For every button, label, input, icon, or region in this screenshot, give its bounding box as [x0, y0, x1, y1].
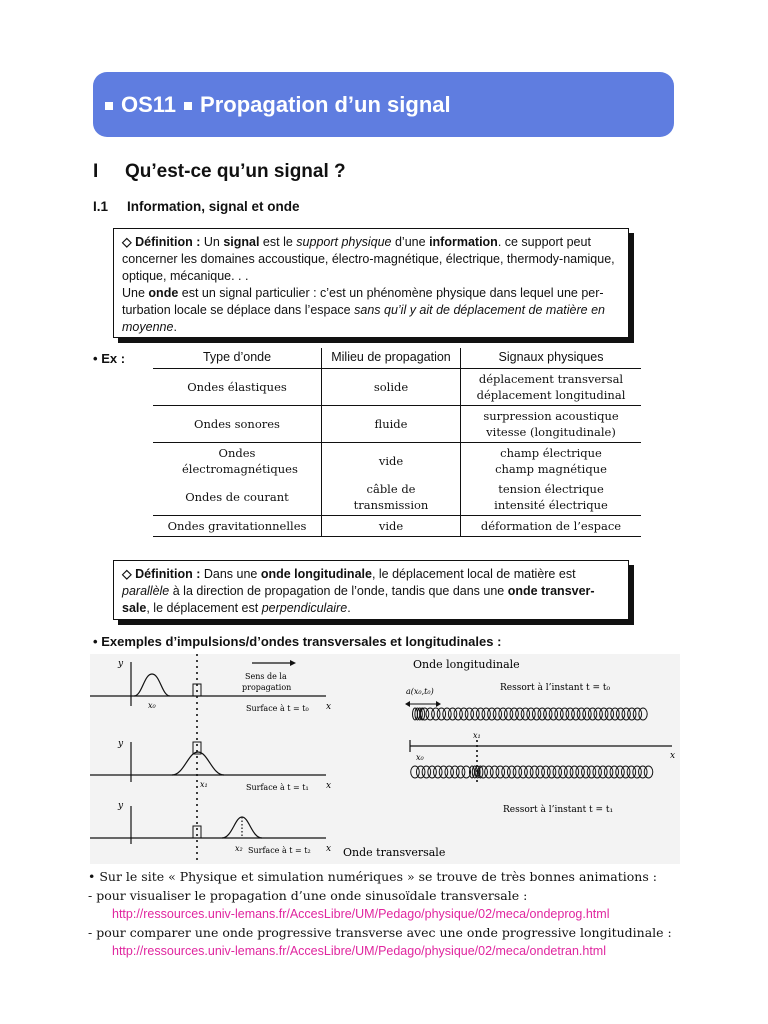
x1-label: x₁ [200, 780, 208, 789]
surface-label: Surface à t = t₀ [246, 704, 309, 713]
spring-caption: Ressort à l’instant t = t₀ [500, 683, 611, 693]
x0-label: x₀ [416, 753, 424, 762]
cell-line: intensité électrique [494, 498, 608, 512]
cell-line: Ondes électromagnétiques [182, 446, 298, 476]
y-axis-label: y [118, 801, 124, 811]
def-text: Dans une [203, 567, 258, 581]
table-row [153, 516, 641, 537]
definition-box-signal [113, 228, 629, 338]
subsection-number: I.1 [93, 199, 109, 214]
def-text: est le [262, 235, 293, 249]
def-text: à la direction de propagation de l’onde, tandis que dans une [172, 584, 505, 598]
chapter-title: Propagation d’un signal [200, 91, 451, 117]
cell-line: vitesse (longitudinale) [486, 425, 616, 439]
y-axis-label: y [118, 739, 124, 749]
table-cell: Ondes de courant [153, 479, 322, 516]
def-term-information: information [429, 235, 498, 249]
ex-label-text: Ex : [101, 351, 126, 366]
resource-link[interactable]: http://ressources.univ-lemans.fr/AccesLibre/UM/Pedago/physique/02/meca/ondetran.html [112, 944, 606, 958]
x-axis-label: x [326, 844, 332, 854]
wave-figure [90, 654, 680, 864]
title-banner [93, 72, 674, 137]
cell-line: champ magnétique [495, 462, 607, 476]
def-text: . [173, 320, 177, 334]
section-heading [93, 161, 346, 183]
transverse-title: Onde transversale [343, 846, 446, 859]
def-text: , le déplacement est [146, 601, 259, 615]
table-cell [461, 406, 642, 443]
direction-label: Sens de la [245, 672, 287, 681]
square-bullet-icon [105, 102, 113, 110]
def-term-signal: signal [223, 235, 260, 249]
table-cell: fluide [322, 406, 461, 443]
subsection-heading [93, 199, 300, 214]
cell-line: champ électrique [500, 446, 602, 460]
examples-title: Exemples d’impulsions/d’ondes transversales et longitudinales : [101, 634, 502, 649]
ex-label [93, 351, 125, 366]
def-text: Un [203, 235, 220, 249]
bullet-icon: • [93, 634, 98, 649]
x2-label: x₂ [235, 844, 243, 853]
surface-label: Surface à t = t₂ [248, 846, 311, 855]
table-cell: déformation de l’espace [461, 516, 642, 537]
def-text: . [347, 601, 351, 615]
def-italic: support physique [296, 235, 392, 249]
table-header: Signaux physiques [461, 348, 642, 369]
table-row [153, 406, 641, 443]
table-cell: solide [322, 369, 461, 406]
displacement-label: a(x₀,t₀) [406, 687, 434, 696]
table-cell: vide [322, 516, 461, 537]
table-cell: vide [322, 443, 461, 480]
y-axis-label: y [118, 659, 124, 669]
def-italic: parallèle [122, 584, 170, 598]
definition-box-longitudinal [113, 560, 629, 620]
def-text: . ce support peut concerner les domaines accoustique, électro-magnétique, électrique, thermody-namique, optique, mécanique. . . [122, 235, 615, 283]
def-text: est un signal particulier : c’est un phénomène physique dans lequel une per-turbation locale se déplace dans l’espace [122, 286, 604, 317]
cell-line: déplacement longitudinal [476, 388, 626, 402]
def-italic: perpendiculaire [261, 601, 348, 615]
bullet-icon: • [93, 351, 98, 366]
table-row [153, 369, 641, 406]
cell-line: surpression acoustique [483, 409, 619, 423]
resource-description: - pour visualiser le propagation d’une onde sinusoïdale transversale : [88, 887, 528, 903]
table-header: Type d’onde [153, 348, 322, 369]
def-italic: sans qu’il y ait de déplacement de matière en moyenne [122, 303, 605, 334]
def-term-longitudinale: onde longitudinale [260, 567, 372, 581]
x-axis-label: x [326, 781, 332, 791]
cell-line: déplacement transversal [478, 372, 624, 386]
section-number: I [93, 161, 99, 182]
table-row [153, 479, 641, 516]
def-term-onde: onde [148, 286, 179, 300]
table-cell: Ondes sonores [153, 406, 322, 443]
x0-label: x₀ [148, 701, 156, 710]
table-cell [322, 479, 461, 516]
table-cell [461, 443, 642, 480]
longitudinal-title: Onde longitudinale [413, 658, 520, 671]
resource-description: - pour comparer une onde progressive transverse avec une onde progressive longitudinale : [88, 924, 672, 940]
cell-line: tension électrique [498, 482, 604, 496]
table-cell [153, 443, 322, 480]
square-bullet-icon [184, 102, 192, 110]
cell-line: câble de transmission [353, 482, 429, 512]
resources-intro: • Sur le site « Physique et simulation numériques » se trouve de très bonnes animations : [88, 869, 657, 884]
x-axis-label: x [326, 702, 332, 712]
section-title: Qu’est-ce qu’un signal ? [125, 161, 346, 182]
def-text: d’une [394, 235, 426, 249]
table-row [153, 443, 641, 480]
table-cell: Ondes élastiques [153, 369, 322, 406]
table-cell [461, 369, 642, 406]
direction-label: propagation [242, 683, 292, 692]
spring-caption: Ressort à l’instant t = t₁ [503, 805, 614, 815]
surface-label: Surface à t = t₁ [246, 783, 309, 792]
table-header: Milieu de propagation [322, 348, 461, 369]
def-text: Une [122, 286, 145, 300]
definition-marker: ◇ Définition : [122, 567, 201, 581]
resources-section [88, 868, 672, 961]
def-term-transversale: onde transver-sale [122, 584, 595, 615]
subsection-title: Information, signal et onde [127, 199, 300, 214]
table-cell [461, 479, 642, 516]
def-text: , le déplacement local de matière est [371, 567, 576, 581]
resource-link[interactable]: http://ressources.univ-lemans.fr/AccesLibre/UM/Pedago/physique/02/meca/ondeprog.html [112, 907, 610, 921]
x1-label: x₁ [473, 731, 481, 740]
wave-types-table [153, 348, 641, 537]
chapter-code: OS11 [121, 91, 177, 117]
definition-marker: ◇ Définition : [122, 235, 201, 249]
x-axis-label: x [670, 751, 676, 761]
table-cell: Ondes gravitationnelles [153, 516, 322, 537]
examples-heading [93, 634, 501, 649]
